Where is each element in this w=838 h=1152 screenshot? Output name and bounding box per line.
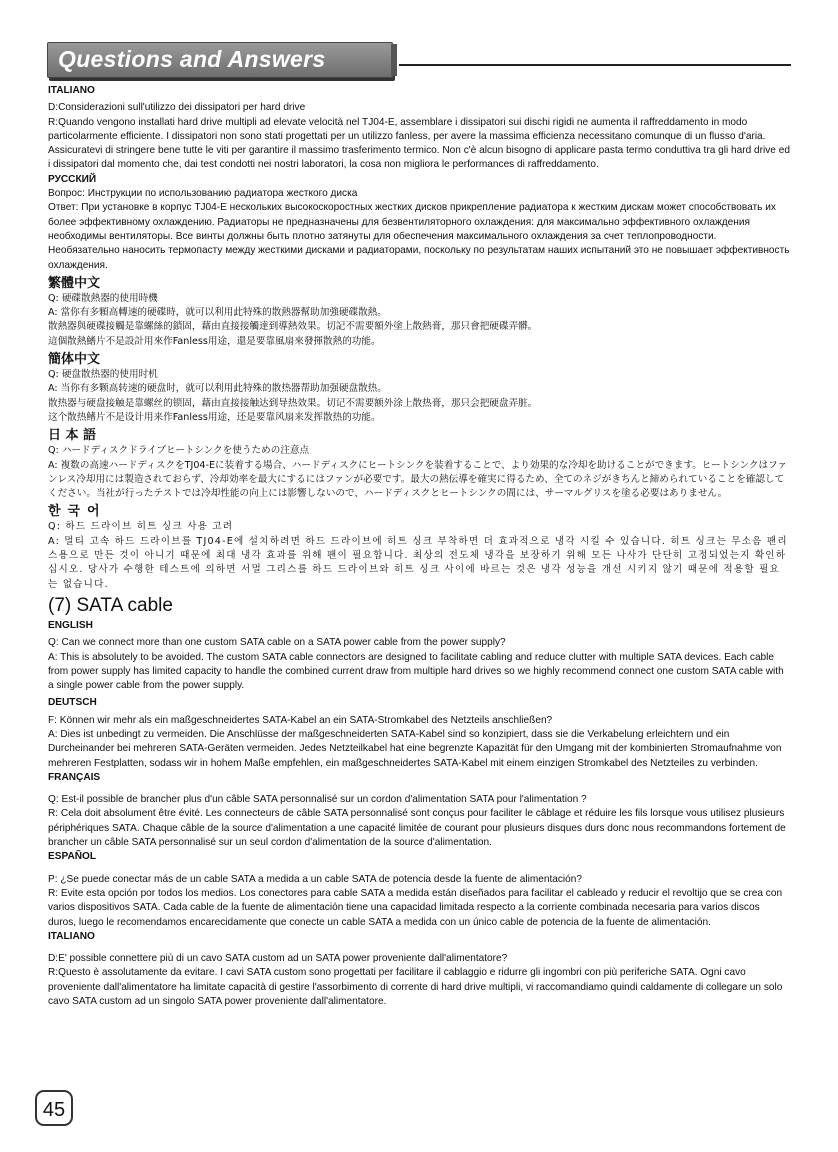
page-number: 45 <box>35 1090 73 1126</box>
question-text: D:E' possible connettere più di un cavo SATA custom ad un SATA power proveniente dall'alimentatore? <box>48 953 508 965</box>
qa-heatsink-japanese <box>48 427 790 501</box>
answer-text: 散熱器與硬碟接觸是靠螺絲的鎖固，藉由直接接觸達到導熱效果。切記不需要額外塗上散熱膏，那只會把硬碟弄髒。 <box>48 321 538 333</box>
qa-heatsink-simplified-chinese <box>48 351 790 425</box>
qa-heatsink-traditional-chinese <box>48 275 790 349</box>
qa-sata-spanish <box>48 850 790 929</box>
answer-text: R:Quando vengono installati hard drive multipli ad elevate velocità nel TJ04-E, assemblare i dissipatori sui dischi rigidi ne aumenta il raffreddamento in modo particolarmente efficiente. I dissipatori non sono stati progettati per un utilizzo fanless, per avere la massima efficienza necessitano comunque di un flusso d'aria. Assicuratevi di stringere bene tutte le viti per garantire il massimo trasferimento termico. Non c'è alcun bisogno di applicare pasta termo conduttiva tra gli hard drive ed i dissipatori dal momento che, dai test condotti nei nostri laboratori, la cosa non migliora le performances di raffreddamento. <box>48 116 790 171</box>
header-banner <box>47 42 393 78</box>
answer-text: A: Dies ist unbedingt zu vermeiden. Die Anschlüsse der maßgeschneiderten SATA-Kabel sind so konzipiert, dass sie die Verkabelung erleichtern und ein Durcheinander bei mehreren SATA-Geräten vermeiden. Jedes Netzteilkabel hat eine begrenzte Kapazität für den Umgang mit der kombinierten Stromaufnahme von mehreren Festplatten, sodass wir in hohem Maße empfehlen, ein maßgeschneidertes SATA-Kabel mit einem einzigen Stromkabel des Netzteiles zu verbinden. <box>48 728 782 769</box>
answer-text: R: Evite esta opción por todos los medios. Los conectores para cable SATA a medida están diseñados para facilitar el cableado y reducir el revoltijo que se crea con varios dispositivos SATA. Cada cable de la fuente de alimentación tiene una capacidad limitada respecto a la corriente combinada necesaria para varios discos duros, luego le recomendamos encarecidamente que conecte un cable SATA a medida con un único cable de potencia de la fuente de alimentación. <box>48 887 783 928</box>
question-text: Q: 하드 드라이브 히트 싱크 사용 고려 <box>48 521 234 533</box>
answer-text: 这个散热鳍片不是设计用来作Fanless用途，还是要靠风扇来发挥散热的功能。 <box>48 411 381 423</box>
question-text: Вопрос: Инструкции по использованию радиатора жесткого диска <box>48 188 358 200</box>
language-label: ITALIANO <box>48 930 95 942</box>
language-label: 繁體中文 <box>48 275 101 291</box>
qa-sata-italian <box>48 930 790 1009</box>
question-text: Q: 硬盘散热器的使用时机 <box>48 369 158 381</box>
question-text: Q: 硬碟散熱器的使用時機 <box>48 292 158 304</box>
language-label: FRANÇAIS <box>48 771 101 783</box>
answer-text: 這個散熱鰭片不是設計用來作Fanless用途，還是要靠風扇來發揮散熱的功能。 <box>48 335 381 347</box>
answer-text: R: Cela doit absolument être évité. Les connecteurs de câble SATA personnalisé sont conçus pour faciliter le câblage et réduire les fils lorsque vous utilisez plusieurs périphériques SATA. Chaque câble de la source d'alimentation a une capacité limitée de courant pour plusieurs disques durs donc nous recommandons fortement de brancher un câble SATA personnalisé sur un seul cordon d'alimentation de la source d'alimentation. <box>48 808 786 849</box>
language-label: 簡体中文 <box>48 352 101 368</box>
language-label: ITALIANO <box>48 85 95 96</box>
qa-sata-french <box>48 771 790 850</box>
qa-heatsink-russian <box>48 173 790 273</box>
language-label: 한 국 어 <box>48 504 101 520</box>
qa-heatsink-korean <box>48 503 790 591</box>
language-label: 日 本 語 <box>48 428 97 444</box>
answer-text: A: 複数の高速ハードディスクをTJ04-Eに装着する場合、ハードディスクにヒートシンクを装着することで、より効果的な冷却を助けることができます。ヒートシンクはファンレス冷却用には製造されておらず、冷却効率を最大にするにはファンが必要です。最大の熱伝導を確実に得るため、全てのネジがきちんと締められていることを確認してください。当社が行ったテストでは冷却性能の向上には影響しないので、ハードディスクとヒートシンクの間には、サーマルグリスを塗る必要はありません。 <box>48 459 788 500</box>
header-tab-accent <box>391 44 397 76</box>
language-label: ENGLISH <box>48 619 93 631</box>
question-text: F: Können wir mehr als ein maßgeschneidertes SATA-Kabel an ein SATA-Stromkabel des Netzteils anschließen? <box>48 714 553 726</box>
page-content <box>48 84 790 1009</box>
question-text: D:Considerazioni sull'utilizzo dei dissipatori per hard drive <box>48 102 306 114</box>
qa-sata-english <box>48 619 790 693</box>
language-label: DEUTSCH <box>48 697 97 709</box>
question-text: Q: ハードディスクドライブヒートシンクを使うための注意点 <box>48 445 310 457</box>
page-header <box>47 42 791 78</box>
answer-text: A: 当你有多颗高转速的硬盘时，就可以利用此特殊的散热器帮助加强硬盘散热。 <box>48 383 387 395</box>
answer-text: A: This is absolutely to be avoided. The custom SATA cable connectors are designed to facilitate cabling and reduce clutter with multiple SATA devices. Each cable from power supply has limited capacity to handle the combined current draw from multiple hard drives so we highly recommend connect one custom SATA cable with a single power cable from the power supply. <box>48 651 784 692</box>
qa-heatsink-italian <box>48 84 790 173</box>
question-text: Q: Est-il possible de brancher plus d'un câble SATA personnalisé sur un cordon d'alimentation SATA pour l'alimentation ? <box>48 794 587 806</box>
qa-sata-german <box>48 696 790 770</box>
answer-text: A: 當你有多顆高轉速的硬碟時，就可以利用此特殊的散熱器幫助加強硬碟散熱。 <box>48 307 387 319</box>
answer-text: R:Questo è assolutamente da evitare. I cavi SATA custom sono progettati per facilitare il cablaggio e ridurre gli ingombri con più periferiche SATA. Ogni cavo proveniente dall'alimentatore ha limitate capacità di gestire l'assorbimento di corrente di hard drive multipli, vi raccomandiamo quindi caldamente di collegare un solo cavo SATA custom ad un singolo SATA power proveniente dall'alimentatore. <box>48 967 783 1008</box>
language-label: ESPAÑOL <box>48 851 97 863</box>
answer-text: Ответ: При установке в корпус TJ04-E нескольких высокоскоростных жестких дисков прикрепление радиатора к жестким дискам может способствовать их более эффективному охлаждению. Радиаторы не предназначены для безвентиляторного охлаждения: для максимально эффективного охлаждения необходимы вентиляторы. Все винты должны быть плотно затянуты для обеспечения максимального охлаждения за счет теплопроводности. Необязательно наносить термопасту между жесткими дисками и радиаторами, поскольку по результатам наших испытаний это не повышает эффективность охлаждения. <box>48 202 790 271</box>
language-label: РУССКИЙ <box>48 173 97 185</box>
section-title-sata-cable: (7) SATA cable <box>48 594 173 616</box>
question-text: P: ¿Se puede conectar más de un cable SATA a medida a un cable SATA de potencia desde la fuente de alimentación? <box>48 873 583 885</box>
answer-text: 散热器与硬盘接触是靠螺丝的锁固，藉由直接接触达到导热效果。切记不需要额外涂上散热膏，那只会把硬盘弄脏。 <box>48 397 538 409</box>
question-text: Q: Can we connect more than one custom SATA cable on a SATA power cable from the power supply? <box>48 637 506 649</box>
page-title: Questions and Answers <box>58 46 326 72</box>
header-rule <box>399 64 791 66</box>
answer-text: A: 멀티 고속 하드 드라이브를 TJ04-E에 설치하려면 하드 드라이브에 히트 싱크 부착하면 더 효과적으로 냉각 시킬 수 있습니다. 히트 싱크는 무소음 팬리스용으로 만든 것이 아니기 때문에 최대 냉각 효과를 위해 팬이 필요합니다. 최상의 전도체 냉각을 보장하기 위해 모든 나사가 단단히 고정되었는지 확인하십시오. 당사가 수행한 테스트에 의하면 서멀 그리스를 하드 드라이브와 히트 싱크 사이에 바르는 것은 냉각 성능을 개선 시키지 않기 때문에 적용할 필요는 없습니다. <box>48 535 788 590</box>
